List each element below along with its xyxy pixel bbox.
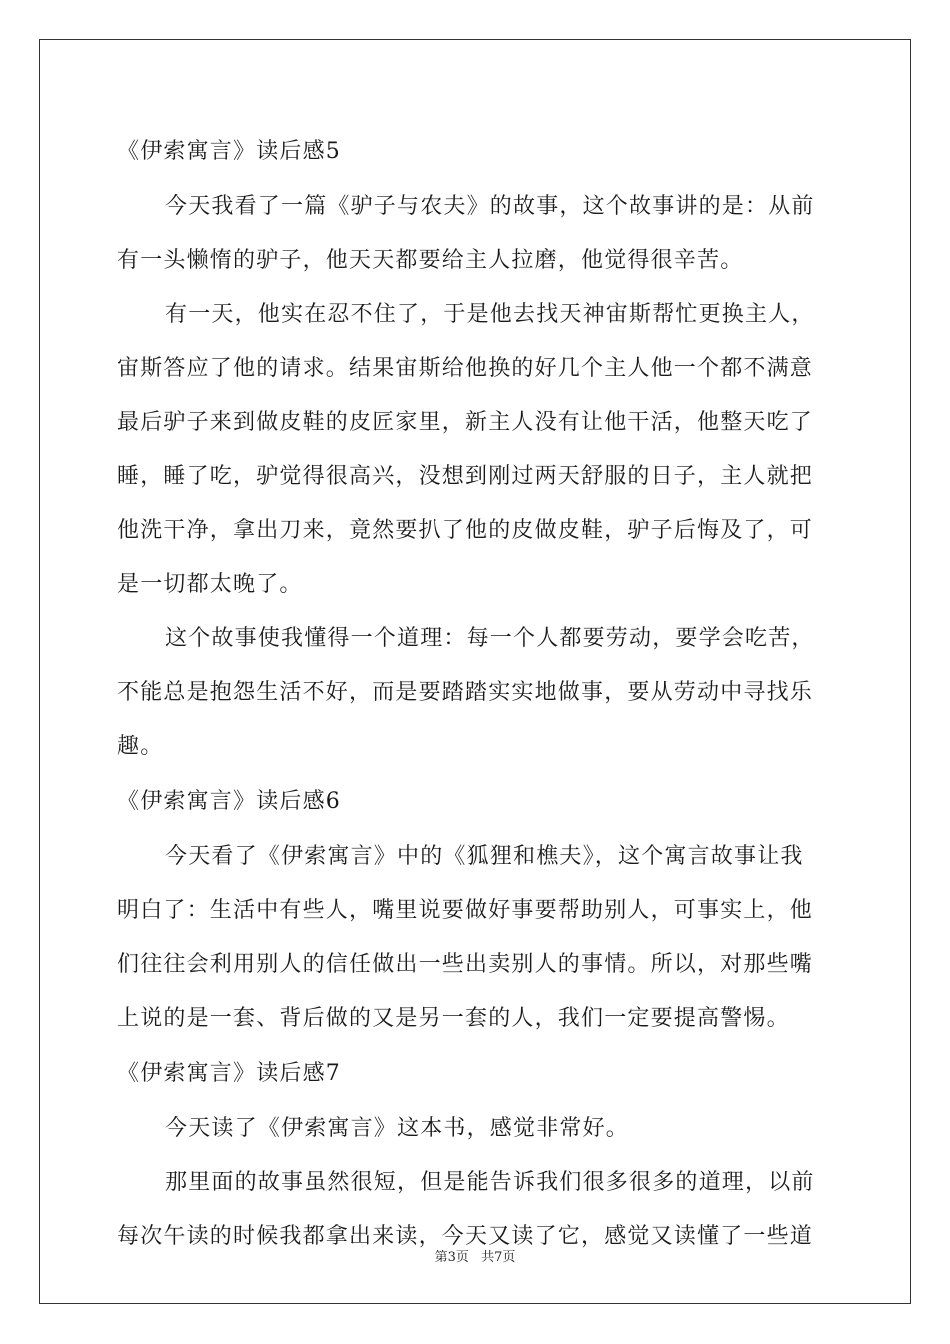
- paragraph-line: 这个故事使我懂得一个道理：每一个人都要劳动，要学会吃苦，: [165, 626, 815, 651]
- paragraph-line: 他洗干净，拿出刀来，竟然要扒了他的皮做皮鞋，驴子后悔及了，可: [117, 518, 814, 543]
- essay-heading-5: 《伊索寓言》读后感5: [117, 139, 341, 164]
- paragraph-line: 有一天，他实在忍不住了，于是他去找天神宙斯帮忙更换主人，: [165, 302, 815, 327]
- essay-heading-6: 《伊索寓言》读后感6: [117, 789, 341, 814]
- document-body: [117, 124, 833, 1264]
- paragraph-line: 有一头懒惰的驴子，他天天都要给主人拉磨，他觉得很辛苦。: [117, 248, 744, 273]
- paragraph-line: 是一切都太晚了。: [117, 572, 303, 597]
- paragraph-line: 们往往会利用别人的信任做出一些出卖别人的事情。所以，对那些嘴: [117, 952, 814, 977]
- paragraph-line: 不能总是抱怨生活不好，而是要踏踏实实地做事，要从劳动中寻找乐: [117, 680, 814, 705]
- paragraph-line: 今天看了《伊索寓言》中的《狐狸和樵夫》，这个寓言故事让我: [165, 844, 804, 869]
- paragraph-line: 今天读了《伊索寓言》这本书，感觉非常好。: [165, 1116, 630, 1141]
- paragraph-line: 最后驴子来到做皮鞋的皮匠家里，新主人没有让他干活，他整天吃了: [117, 410, 814, 435]
- paragraph-line: 今天我看了一篇《驴子与农夫》的故事，这个故事讲的是：从前: [165, 194, 815, 219]
- paragraph-line: 那里面的故事虽然很短，但是能告诉我们很多很多的道理，以前: [165, 1170, 815, 1195]
- paragraph-line: 每次午读的时候我都拿出来读，今天又读了它，感觉又读懂了一些道: [117, 1224, 814, 1249]
- paragraph-line: 明白了：生活中有些人，嘴里说要做好事要帮助别人，可事实上，他: [117, 898, 814, 923]
- essay-heading-7: 《伊索寓言》读后感7: [117, 1061, 341, 1086]
- page-number-total: 共7页: [481, 1250, 516, 1265]
- page-number-current: 第3页: [434, 1250, 469, 1265]
- paragraph-line: 上说的是一套、背后做的又是另一套的人，我们一定要提高警惕。: [117, 1006, 790, 1031]
- paragraph-line: 趣。: [117, 734, 164, 759]
- paragraph-line: 宙斯答应了他的请求。结果宙斯给他换的好几个主人他一个都不满意: [117, 356, 814, 381]
- paragraph-line: 睡，睡了吃，驴觉得很高兴，没想到刚过两天舒服的日子，主人就把: [117, 464, 814, 489]
- page-footer: [0, 1246, 950, 1265]
